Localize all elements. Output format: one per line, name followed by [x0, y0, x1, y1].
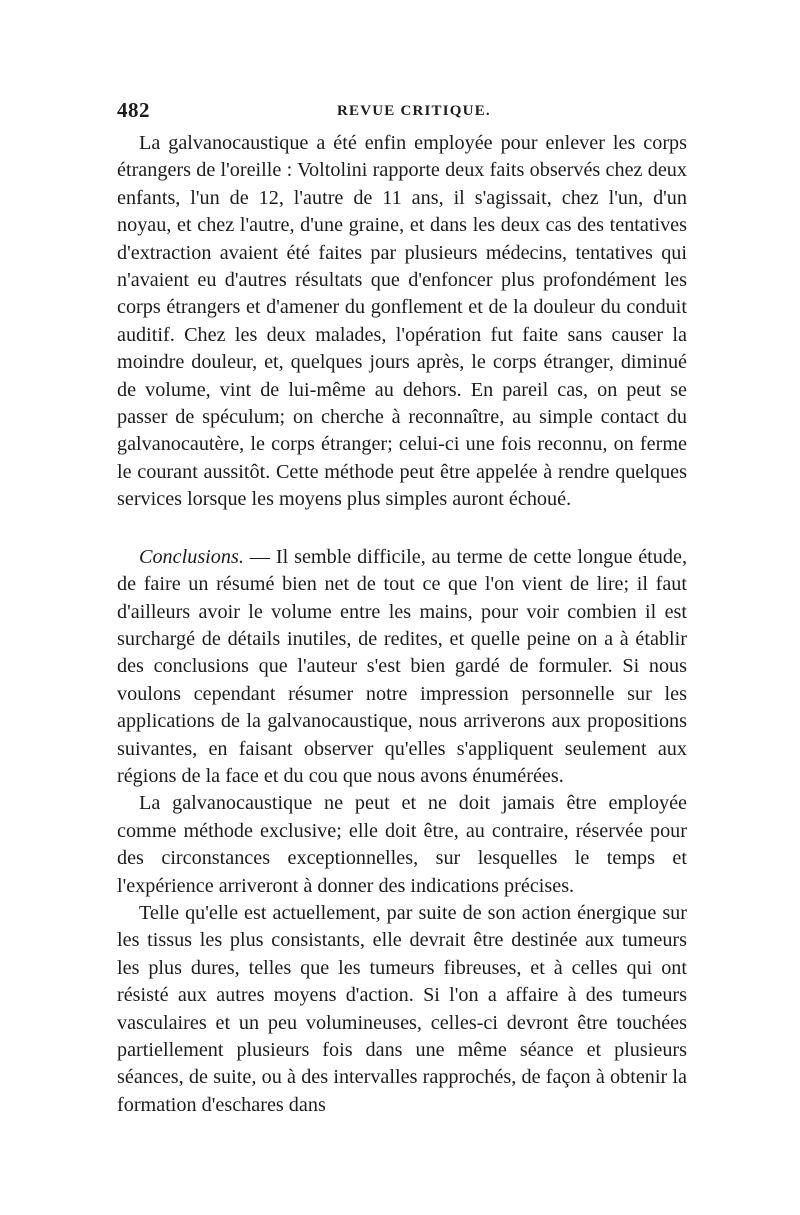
paragraph-exclusive-method	[117, 790, 687, 900]
paragraph-text: La galvanocaustique a été enfin employée pour enlever les corps étrangers de l'oreille : Voltolini rapporte deux faits observés chez deux enfants, l'un de 12, l'autre de 11 ans, il s'agissait, chez l'un, d'un noyau, et chez l'autre, d'une graine, et dans les deux cas des tentatives d'extraction avaient été faites par plusieurs médecins, tentatives qui n'avaient eu d'autres résultats que d'enfoncer plus profondément les corps étrangers et d'amener du gonflement et de la douleur du conduit auditif. Chez les deux malades, l'opération fut faite sans causer la moindre douleur, et, quelques jours après, le corps étranger, diminué de volume, vint de lui-même au dehors. En pareil cas, on peut se passer de spéculum; on cherche à reconnaître, au simple contact du galvanocautère, le corps étranger; celui-ci une fois reconnu, on ferme le courant aussitôt. Cette méthode peut être appelée à rendre quelques services lorsque les moyens plus simples auront échoué.	[117, 132, 687, 511]
conclusions-lead: Conclusions.	[139, 545, 244, 568]
paragraph-text: La galvanocaustique ne peut et ne doit jamais être employée comme méthode exclusive; elle doit être, au contraire, réservée pour des circonstances exceptionnelles, sur lesquelles le temps et l'expérience arriveront à donner des indications précises.	[117, 792, 687, 897]
page-header	[117, 98, 687, 126]
running-title: REVUE CRITIQUE.	[337, 103, 491, 119]
page-number: 482	[117, 98, 150, 122]
section-gap	[117, 514, 687, 544]
paragraph-text: — Il semble difficile, au terme de cette longue étude, de faire un résumé bien net de tout ce que l'on vient de lire; il faut d'ailleurs avoir le volume entre les mains, pour voir combien il est surchargé de détails inutiles, de redites, et quelle peine on a à établir des conclusions que l'auteur s'est bien gardé de formuler. Si nous voulons cependant résumer notre impression personnelle sur les applications de la galvanocaustique, nous arriverons aux propositions suivantes, en faisant observer qu'elles s'appliquent seulement aux régions de la face et du cou que nous avons énumérées.	[117, 545, 687, 787]
paragraph-hard-tumors	[117, 900, 687, 1119]
body-text	[117, 130, 687, 1119]
paragraph-foreign-bodies-ear	[117, 130, 687, 514]
paragraph-text: Telle qu'elle est actuellement, par suite de son action énergique sur les tissus les plus consistants, elle devrait être destinée aux tumeurs les plus dures, telles que les tumeurs fibreuses, et à celles qui ont résisté aux autres moyens d'action. Si l'on a affaire à des tumeurs vasculaires et un peu volumineuses, celles-ci devront être touchées partiellement plusieurs fois dans une même séance et plusieurs séances, de suite, ou à des intervalles rapprochés, de façon à obtenir la formation d'eschares dans	[117, 901, 687, 1116]
paragraph-conclusions	[117, 544, 687, 791]
